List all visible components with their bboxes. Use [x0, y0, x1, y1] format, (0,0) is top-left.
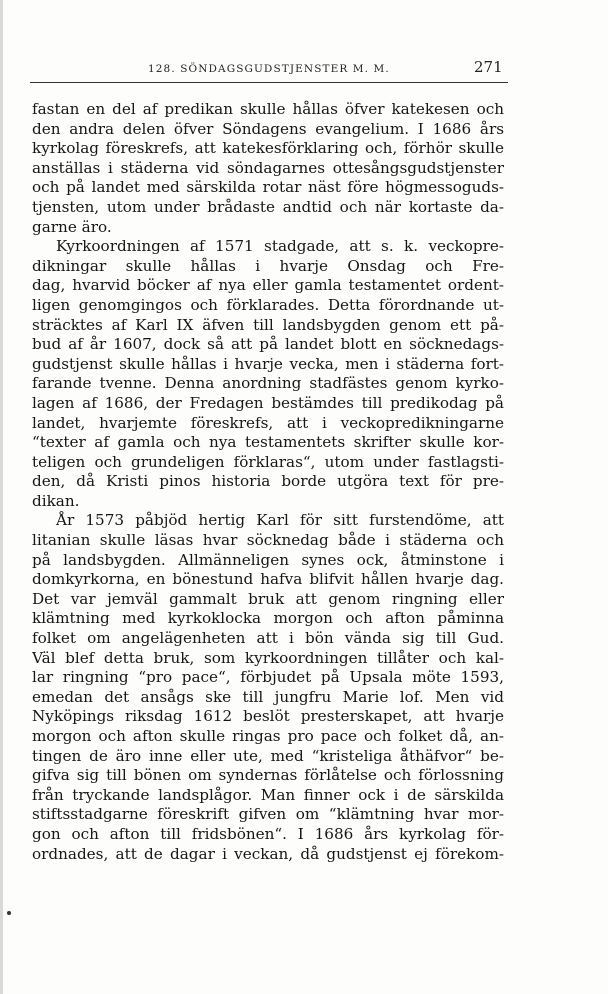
- text-line: den, då Kristi pinos historia borde utgöra text för pre-: [32, 472, 504, 491]
- paragraph-start: Kyrkoordningen af 1571 stadgade, att s. k. veckopre-: [56, 237, 504, 256]
- text-line: den andra delen öfver Söndagens evangelium. I 1686 års: [32, 119, 504, 138]
- text-line: kyrkolag föreskrefs, att katekesförklaring och, förhör skulle: [32, 139, 504, 158]
- text-line: dikningar skulle hållas i hvarje Onsdag och Fre-: [32, 256, 504, 275]
- text-line: landet, hvarjemte föreskrefs, att i veckopredikningarne: [32, 413, 504, 432]
- header-rule: [30, 82, 508, 83]
- text-line: stiftsstadgarne föreskrift gifven om “klämtning hvar mor-: [32, 805, 504, 824]
- text-line: morgon och afton skulle ringas pro pace och folket då, an-: [32, 727, 504, 745]
- page-edge: [0, 0, 3, 994]
- text-line: teligen och grundeligen förklaras“, utom under fastlagsti-: [32, 452, 504, 471]
- text-line: litanian skulle läsas hvar söcknedag både i städerna och: [32, 531, 504, 550]
- text-line: garne äro.: [32, 217, 112, 236]
- running-header: 128. SÖNDAGSGUDSTJENSTER M. M.: [148, 63, 390, 75]
- text-line: och på landet med särskilda rotar näst före högmessoguds-: [32, 178, 504, 197]
- text-line: gon och afton till fridsbönen“. I 1686 års kyrkolag för-: [32, 824, 504, 843]
- text-line: Nyköpings riksdag 1612 beslöt presterskapet, att hvarje: [32, 707, 504, 726]
- text-line: farande tvenne. Denna anordning stadfästes genom kyrko-: [32, 374, 504, 393]
- text-line: lagen af 1686, der Fredagen bestämdes till predikodag på: [32, 393, 504, 412]
- text-line: emedan det ansågs ske till jungfru Marie lof. Men vid: [32, 687, 504, 706]
- text-line: folket om angelägenheten att i bön vända sig till Gud.: [32, 629, 504, 648]
- text-line: tjensten, utom under brådaste andtid och när kortaste da-: [32, 197, 504, 216]
- text-line: klämtning med kyrkoklocka morgon och afton påminna: [32, 609, 504, 628]
- text-line: Väl blef detta bruk, som kyrkoordningen tillåter och kal-: [32, 648, 504, 667]
- text-line: dag, hvarvid böcker af nya eller gamla testamentet ordent-: [32, 276, 504, 295]
- text-line: ligen genomgingos och förklarades. Detta förordnande ut-: [32, 295, 504, 314]
- text-line: bud af år 1607, dock så att på landet blott en söcknedags-: [32, 335, 504, 354]
- text-line: på landsbygden. Allmänneligen synes ock, åtminstone i: [32, 550, 504, 569]
- margin-dot: [7, 911, 11, 915]
- text-line: Det var jemväl gammalt bruk att genom ringning eller: [32, 589, 504, 608]
- text-line: dikan.: [32, 491, 80, 510]
- text-line: anställas i städerna vid söndagarnes ottesångsgudstjenster: [32, 158, 504, 177]
- text-line: från tryckande landsplågor. Man finner ock i de särskilda: [32, 785, 504, 804]
- text-line: sträcktes af Karl IX äfven till landsbygden genom ett på-: [32, 315, 504, 334]
- body-text: [32, 100, 504, 864]
- text-line: domkyrkorna, en bönestund hafva blifvit hållen hvarje dag.: [32, 570, 504, 589]
- text-line: “texter af gamla och nya testamentets skrifter skulle kor-: [32, 433, 504, 452]
- text-line: tingen de äro inne eller ute, med “kristeliga åthäfvor“ be-: [32, 746, 504, 765]
- page-number: 271: [474, 58, 503, 76]
- text-line: fastan en del af predikan skulle hållas öfver katekesen och: [32, 100, 504, 118]
- paragraph-start: År 1573 påbjöd hertig Karl för sitt furstendöme, att: [56, 511, 504, 530]
- text-line: gifva sig till bönen om syndernas förlåtelse och förlossning: [32, 766, 504, 785]
- text-line: ordnades, att de dagar i veckan, då gudstjenst ej förekom-: [32, 844, 504, 863]
- text-line: gudstjenst skulle hållas i hvarje vecka, men i städerna fort-: [32, 354, 504, 373]
- text-line: lar ringning “pro pace“, förbjudet på Upsala möte 1593,: [32, 668, 504, 687]
